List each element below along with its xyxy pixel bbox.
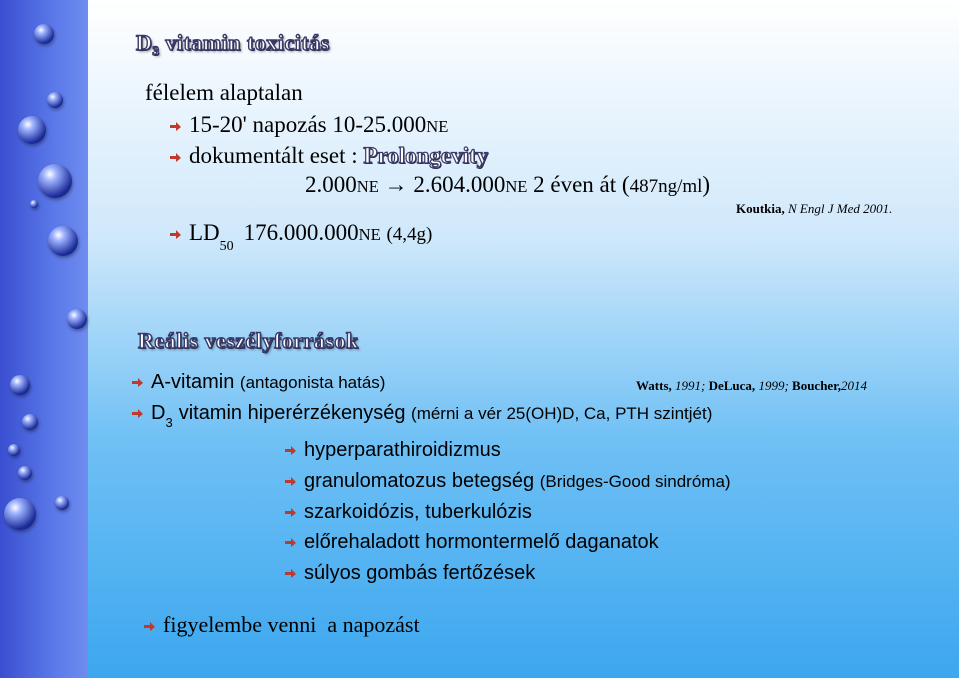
intro-text: félelem alaptalan — [145, 80, 303, 105]
a-vitamin-paren: (antagonista hatás) — [239, 373, 386, 392]
red-arrow-icon — [285, 476, 296, 487]
bubble-decoration — [10, 375, 30, 395]
heading-sub-3: 3 — [152, 43, 160, 58]
bullet-ld50 — [170, 220, 433, 254]
hypersensitivity-text: vitamin hiperérzékenység — [178, 402, 406, 424]
citation-journal: N Engl J Med 2001. — [788, 201, 893, 216]
bubble-decoration — [18, 116, 46, 144]
unit-ne: NE — [358, 225, 381, 244]
subitem-text: szarkoidózis, tuberkulózis — [304, 501, 532, 523]
dose-close-paren: ) — [702, 172, 711, 197]
ld-value: 176.000.000 — [243, 220, 359, 245]
heading-real-hazards — [138, 328, 359, 354]
dokumentalt-text: dokumentált eset : — [189, 143, 358, 168]
red-arrow-icon — [285, 507, 296, 518]
bubble-decoration — [4, 498, 36, 530]
unit-ne: NE — [426, 117, 449, 136]
ld-sub-50: 50 — [219, 239, 234, 254]
d-sub-3: 3 — [165, 415, 173, 430]
bubble-decoration — [22, 414, 38, 430]
subitem-text: előrehaladott hormontermelő daganatok — [304, 531, 659, 553]
napozas-text: 15-20' napozás 10-25.000 — [189, 112, 427, 137]
dose-level: 487ng/ml — [629, 176, 703, 197]
bullet-footer — [144, 612, 420, 638]
bubble-decoration — [67, 309, 87, 329]
subitem-text: hyperparathiroidizmus — [304, 439, 501, 461]
subitem-granulomatozus — [285, 470, 731, 493]
subitem-text: súlyos gombás fertőzések — [304, 562, 536, 584]
dose-duration: 2 éven át ( — [533, 172, 630, 197]
subitem-szarkoidozis — [285, 501, 532, 524]
dose-detail-line — [305, 172, 710, 198]
red-arrow-icon — [285, 568, 296, 579]
cite-year: 2014 — [841, 378, 868, 393]
ld-grams: (4,4g) — [386, 224, 433, 245]
bullet-a-vitamin — [132, 371, 385, 394]
subitem-text: granulomatozus betegség — [304, 470, 535, 492]
bullet-d3-hypersensitivity — [132, 402, 713, 430]
red-arrow-icon — [285, 537, 296, 548]
bubble-decoration — [18, 466, 32, 480]
hypersensitivity-paren: (mérni a vér 25(OH)D, Ca, PTH szintjét) — [411, 404, 713, 423]
subitem-paren: (Bridges-Good sindróma) — [539, 472, 731, 491]
bubble-decoration — [48, 226, 78, 256]
footer-text: figyelembe venni a napozást — [163, 612, 420, 637]
dose-a: 2.000 — [305, 172, 357, 197]
dose-b: 2.604.000 — [413, 172, 506, 197]
red-arrow-icon — [144, 621, 155, 632]
left-decorative-stripe — [0, 0, 88, 678]
right-arrow-icon: → — [384, 172, 408, 197]
intro-line — [145, 80, 303, 106]
red-arrow-icon — [170, 229, 181, 240]
heading-d3-toxicity — [136, 30, 330, 56]
citation-watts-deluca-boucher — [636, 378, 867, 394]
bullet-napozas — [170, 112, 448, 138]
heading2-text: Reális veszélyforrások — [138, 328, 359, 353]
bubble-decoration — [30, 200, 38, 208]
bubble-decoration — [8, 444, 20, 456]
bullet-dokumentalt — [170, 143, 488, 169]
bubble-decoration — [38, 164, 72, 198]
cite-author: Watts, — [636, 378, 672, 393]
bubble-decoration — [55, 496, 69, 510]
ld-label: LD — [189, 220, 220, 245]
bubble-decoration — [34, 24, 54, 44]
d-label: D — [151, 402, 166, 424]
red-arrow-icon — [170, 121, 181, 132]
unit-ne: NE — [356, 177, 379, 196]
red-arrow-icon — [132, 377, 143, 388]
heading-d: D — [136, 30, 153, 55]
subitem-daganatok — [285, 531, 659, 554]
cite-author: Boucher, — [792, 378, 842, 393]
red-arrow-icon — [170, 152, 181, 163]
prolongevity-highlight: Prolongevity — [363, 143, 489, 168]
cite-year: 1999; — [758, 378, 789, 393]
citation-author: Koutkia, — [736, 201, 785, 216]
red-arrow-icon — [285, 445, 296, 456]
heading-rest: vitamin toxicitás — [159, 30, 330, 55]
citation-koutkia — [736, 201, 892, 217]
subitem-gombas — [285, 562, 535, 585]
unit-ne: NE — [505, 177, 528, 196]
cite-author: DeLuca, — [708, 378, 756, 393]
bubble-decoration — [47, 92, 63, 108]
red-arrow-icon — [132, 408, 143, 419]
subitem-hyperparathiroidizmus — [285, 439, 501, 462]
cite-year: 1991; — [675, 378, 706, 393]
a-vitamin-text: A-vitamin — [151, 371, 235, 393]
